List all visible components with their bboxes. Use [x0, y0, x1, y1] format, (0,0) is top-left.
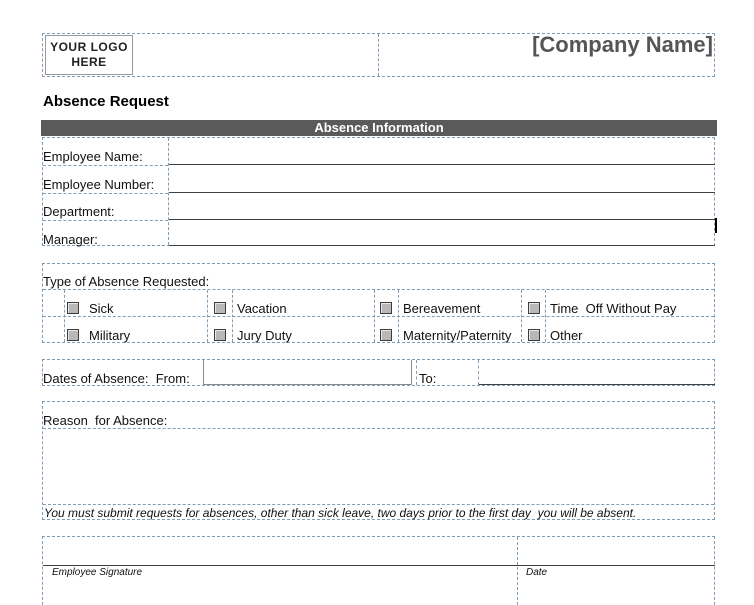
option-other-label: Other: [550, 328, 583, 343]
employee-signature-label: Employee Signature: [52, 567, 143, 578]
signature-date-label: Date: [526, 567, 548, 578]
dates-from-label: Dates of Absence: From:: [43, 371, 190, 386]
reason-textarea[interactable]: [43, 429, 714, 504]
employee-name-field[interactable]: [169, 164, 715, 165]
option-time-off-without-pay-label: Time Off Without Pay: [550, 301, 677, 316]
employee-signature-field[interactable]: [43, 537, 517, 565]
checkbox-maternity-paternity[interactable]: [380, 329, 392, 341]
employee-number-field[interactable]: [169, 192, 715, 193]
checkbox-vacation[interactable]: [214, 302, 226, 314]
checkbox-other[interactable]: [528, 329, 540, 341]
reason-label: Reason for Absence:: [43, 413, 168, 428]
employee-number-label: Employee Number:: [43, 177, 155, 192]
manager-field[interactable]: [169, 245, 715, 246]
option-vacation-label: Vacation: [237, 301, 287, 316]
section-header-title: Absence Information: [314, 120, 444, 135]
date-to-field[interactable]: [479, 384, 715, 385]
option-sick-label: Sick: [89, 301, 114, 316]
reason-note: You must submit requests for absences, other than sick leave, two days prior to the first day you will be absent.: [44, 506, 637, 520]
logo-text-line2: HERE: [71, 55, 107, 69]
form-title: Absence Request: [43, 93, 169, 110]
absence-type-heading: Type of Absence Requested:: [43, 274, 210, 289]
signature-date-field[interactable]: [518, 537, 714, 565]
option-jury-duty-label: Jury Duty: [237, 328, 292, 343]
signature-line: [43, 565, 715, 566]
text-cursor: [715, 218, 717, 233]
option-maternity-paternity-label: Maternity/Paternity: [403, 328, 512, 343]
manager-label: Manager:: [43, 232, 98, 247]
employee-name-label: Employee Name:: [43, 149, 143, 164]
option-bereavement-label: Bereavement: [403, 301, 481, 316]
logo-placeholder: [45, 35, 133, 75]
dates-to-label: To:: [419, 371, 437, 386]
option-military-label: Military: [89, 328, 131, 343]
header-divider: [378, 34, 379, 76]
department-field[interactable]: [169, 219, 715, 220]
checkbox-time-off-without-pay[interactable]: [528, 302, 540, 314]
checkbox-sick[interactable]: [67, 302, 79, 314]
department-label: Department:: [43, 204, 115, 219]
checkbox-jury-duty[interactable]: [214, 329, 226, 341]
company-name: [Company Name]: [532, 32, 713, 57]
date-from-field[interactable]: [203, 360, 412, 385]
checkbox-bereavement[interactable]: [380, 302, 392, 314]
checkbox-military[interactable]: [67, 329, 79, 341]
logo-text-line1: YOUR LOGO: [50, 40, 128, 54]
